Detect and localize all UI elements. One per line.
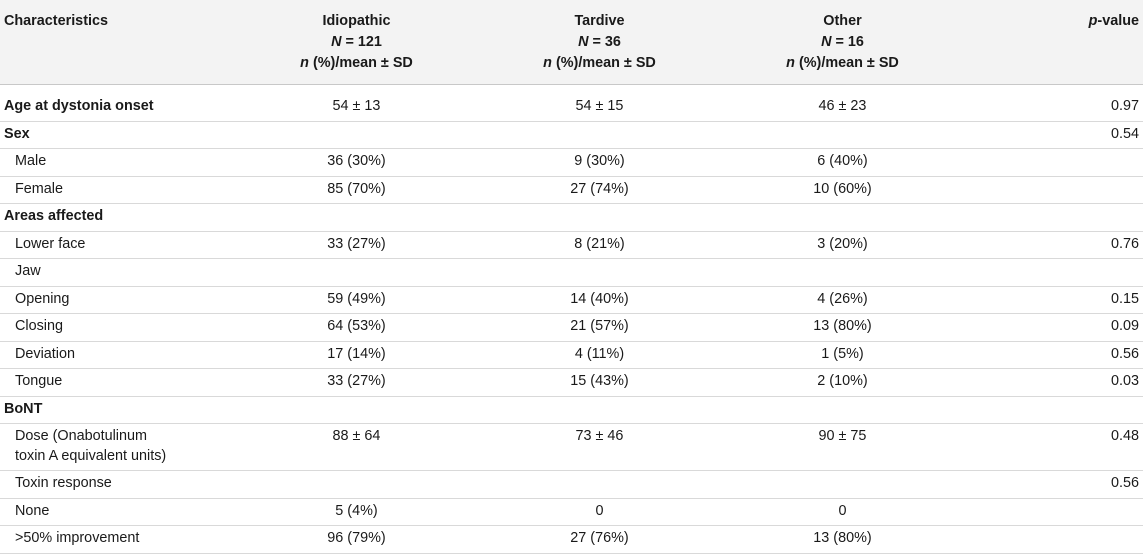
cell-other: 90 ± 75 (818, 428, 867, 444)
table-row (0, 231, 1143, 259)
cell-idiopathic: 36 (30%) (327, 153, 386, 169)
cell-idiopathic (235, 471, 478, 499)
table-row (0, 369, 1143, 397)
header-idiopathic-n: N = 121 (331, 34, 382, 50)
row-label: Female (15, 180, 63, 197)
cell-pvalue: 0.56 (1110, 475, 1139, 491)
cell-other: 6 (40%) (817, 153, 868, 169)
table-row (0, 85, 1143, 122)
cell-idiopathic (235, 121, 478, 149)
row-label: Deviation (15, 345, 75, 362)
row-label: >50% improvement (15, 530, 140, 546)
row-label: None (15, 502, 50, 519)
header-idiopathic-name: Idiopathic (322, 13, 391, 29)
cell-other: 4 (26%) (817, 290, 868, 307)
header-pvalue: p-value (1088, 13, 1139, 29)
header-other-name: Other (823, 13, 862, 29)
header-tardive-name: Tardive (574, 13, 625, 29)
table-row (0, 424, 1143, 471)
cell-tardive (478, 259, 721, 287)
cell-other (721, 204, 964, 232)
cell-idiopathic: 5 (4%) (335, 502, 378, 519)
cell-idiopathic: 59 (49%) (327, 290, 386, 307)
header-tardive (478, 0, 721, 85)
table-row (0, 471, 1143, 499)
row-label: Tongue (15, 373, 63, 389)
cell-pvalue (964, 396, 1143, 424)
cell-other (721, 121, 964, 149)
table-row (0, 498, 1143, 526)
cell-tardive: 73 ± 46 (575, 428, 624, 444)
cell-pvalue: 0.15 (1110, 290, 1139, 307)
header-other-stat: n (%)/mean ± SD (786, 55, 899, 71)
cell-tardive (478, 396, 721, 424)
cell-other (721, 259, 964, 287)
cell-idiopathic: 33 (27%) (327, 235, 386, 252)
row-label: Male (15, 153, 47, 169)
row-label: Age at dystonia onset (4, 98, 154, 114)
cell-other: 46 ± 23 (818, 98, 867, 114)
table-row (0, 176, 1143, 204)
header-idiopathic (235, 0, 478, 85)
cell-tardive: 15 (43%) (570, 373, 629, 389)
cell-pvalue: 0.54 (1110, 125, 1139, 142)
cell-tardive (478, 121, 721, 149)
table-row (0, 286, 1143, 314)
row-label: Jaw (15, 263, 41, 279)
row-label: Closing (15, 318, 63, 334)
row-label: Toxin response (15, 475, 112, 491)
table-row (0, 526, 1143, 554)
cell-other: 10 (60%) (813, 180, 872, 197)
header-other-n: N = 16 (821, 34, 864, 50)
cell-other: 13 (80%) (813, 318, 872, 334)
cell-other: 2 (10%) (817, 373, 868, 389)
header-tardive-n: N = 36 (578, 34, 621, 50)
cell-tardive: 0 (595, 502, 604, 519)
cell-idiopathic (235, 259, 478, 287)
cell-pvalue: 0.76 (1110, 235, 1139, 252)
table-row (0, 341, 1143, 369)
header-other (721, 0, 964, 85)
cell-pvalue (964, 176, 1143, 204)
cell-tardive: 4 (11%) (574, 345, 625, 362)
table-row (0, 204, 1143, 232)
cell-other (721, 471, 964, 499)
row-label: Opening (15, 290, 70, 307)
cell-tardive: 9 (30%) (574, 153, 625, 169)
cell-tardive: 27 (76%) (570, 530, 629, 546)
row-label: Sex (4, 125, 30, 142)
cell-tardive (478, 471, 721, 499)
row-label: Areas affected (4, 208, 104, 224)
cell-other: 0 (838, 502, 847, 519)
cell-pvalue: 0.48 (1110, 428, 1139, 444)
table-row (0, 314, 1143, 342)
cell-pvalue: 0.97 (1110, 98, 1139, 114)
cell-pvalue (964, 204, 1143, 232)
cell-idiopathic: 33 (27%) (327, 373, 386, 389)
cell-pvalue: 0.56 (1110, 345, 1139, 362)
header-idiopathic-stat: n (%)/mean ± SD (300, 55, 413, 71)
cell-pvalue: 0.09 (1110, 318, 1139, 334)
cell-idiopathic: 64 (53%) (327, 318, 386, 334)
header-tardive-stat: n (%)/mean ± SD (543, 55, 656, 71)
cell-idiopathic: 85 (70%) (327, 180, 386, 197)
cell-tardive (478, 204, 721, 232)
cell-idiopathic (235, 204, 478, 232)
cell-tardive: 21 (57%) (570, 318, 629, 334)
table-row (0, 149, 1143, 177)
cell-tardive: 8 (21%) (574, 235, 625, 252)
header-characteristics: Characteristics (4, 13, 108, 29)
table-row (0, 121, 1143, 149)
cell-pvalue (964, 526, 1143, 554)
table-row (0, 259, 1143, 287)
cell-tardive: 14 (40%) (570, 290, 629, 307)
cell-other: 3 (20%) (817, 235, 868, 252)
cell-idiopathic: 96 (79%) (327, 530, 386, 546)
cell-pvalue (964, 498, 1143, 526)
row-label: BoNT (4, 400, 43, 417)
row-label: Lower face (15, 235, 86, 252)
table-row (0, 396, 1143, 424)
cell-idiopathic (235, 396, 478, 424)
cell-tardive: 27 (74%) (570, 180, 629, 197)
cell-other: 13 (80%) (813, 530, 872, 546)
cell-idiopathic: 88 ± 64 (332, 428, 381, 444)
header-row (0, 0, 1143, 85)
cell-tardive: 54 ± 15 (575, 98, 624, 114)
cell-other: 1 (5%) (821, 345, 864, 362)
cell-other (721, 396, 964, 424)
cell-idiopathic: 54 ± 13 (332, 98, 381, 114)
row-label-line: toxin A equivalent units) (15, 447, 167, 464)
row-label-line: Dose (Onabotulinum (15, 428, 147, 444)
cell-pvalue (964, 259, 1143, 287)
cell-pvalue (964, 149, 1143, 177)
cell-idiopathic: 17 (14%) (327, 345, 386, 362)
cell-pvalue: 0.03 (1110, 373, 1139, 389)
row-label (0, 424, 235, 471)
